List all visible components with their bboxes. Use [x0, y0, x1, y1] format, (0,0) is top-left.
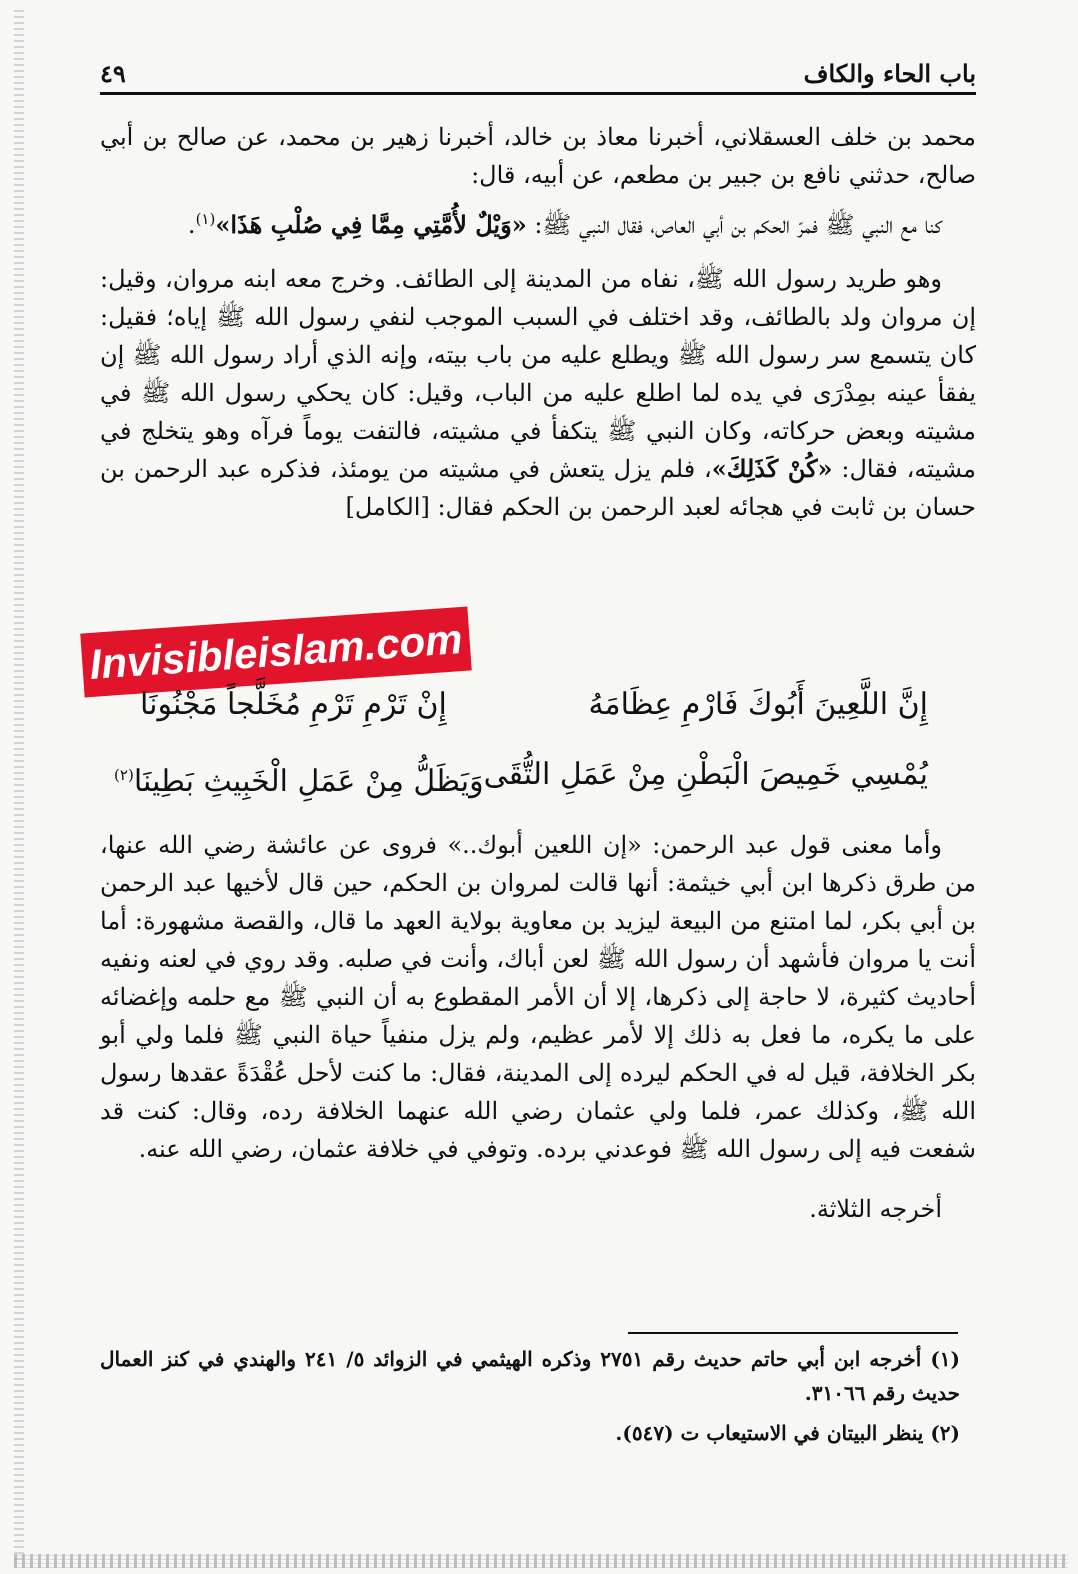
- paragraph-4: وأما معنى قول عبد الرحمن: «إن اللعين أبوك..» فروى عن عائشة رضي الله عنها، من طرق ذكرها ابن أبي خيثمة: أنها قالت لمروان بن الحكم، حين قال لأخيها عبد الرحمن بن أبي بكر، لما امتنع من البيعة ليزيد بن معاوية بولاية العهد ما قال، والقصة مشهورة: أما أنت يا مروان فأشهد أن رسول الله ﷺ لعن أباك، وأنت في صلبه. وقد روي في لعنه ونفيه أحاديث كثيرة، لا حاجة إلى ذكرها، إلا أن الأمر المقطوع به أن النبي ﷺ مع حلمه وإغضائه على ما يكره، ما فعل به ذلك إلا لأمر عظيم، ولم يزل منفياً حياة النبي ﷺ فلما ولي أبو بكر الخلافة، قيل له في الحكم ليرده إلى المدينة، فقال: ما كنت لأحل عُقْدَةً عقدها رسول الله ﷺ، وكذلك عمر، فلما ولي عثمان رضي الله عنهما الخلافة رده، وقال: كنت قد شفعت فيه إلى رسول الله ﷺ فوعدني برده. وتوفي في خلافة عثمان، رضي الله عنه.: [100, 831, 976, 1163]
- verse-line-1: [140, 682, 928, 728]
- left-page-edge: [14, 10, 24, 1560]
- chapter-title: باب الحاء والكاف: [803, 59, 976, 88]
- page-number: ٤٩: [100, 59, 126, 88]
- verse-2-first-hemistich: يُمْسِي خَمِيصَ الْبَطْنِ مِنْ عَمَلِ التُّقَى: [483, 757, 928, 792]
- hadith-intro: كنا مع النبي ﷺ فمرّ الحكم بن أبي العاص، فقال النبي ﷺ:: [534, 211, 942, 239]
- paragraph-1: محمد بن خلف العسقلاني، أخبرنا معاذ بن خالد، أخبرنا زهير بن محمد، عن صالح بن أبي صالح، حدثني نافع بن جبير بن مطعم، عن أبيه، قال:: [100, 123, 976, 189]
- footnote-1: (١) أخرجه ابن أبي حاتم حديث رقم ٢٧٥١ وذكره الهيثمي في الزوائد ٥/ ٢٤١ والهندي في كنز العمال حديث رقم ٣١٠٦٦.: [100, 1347, 960, 1405]
- hadith-text: «وَيْلٌ لأُمَّتِي مِمَّا فِي صُلْبِ هَذَا»: [215, 210, 527, 239]
- page-header: [100, 58, 976, 95]
- paragraph-3: [100, 260, 976, 526]
- verse-1-first-hemistich: إِنَّ اللَّعِينَ أَبُوكَ فَارْمِ عِظَامَهُ: [588, 687, 928, 722]
- paragraph-5: أخرجه الثلاثة.: [809, 1195, 942, 1223]
- paragraph-3-end: ، فلم يزل يتعش في مشيته من يومئذ، فذكره عبد الرحمن بن حسان بن ثابت في هجائه لعبد الرحمن بن الحكم فقال: [الكامل]: [100, 455, 976, 521]
- footnotes: [100, 1342, 960, 1450]
- watermark-banner: Invisibleislam.com: [82, 609, 469, 696]
- body-text-bottom: [100, 826, 976, 1228]
- footnote-ref-1: (١): [195, 210, 216, 228]
- quote-kun-kadhalik: «كُنْ كَذَلِكَ»: [711, 454, 833, 483]
- footnote-2: (٢) ينظر البيتان في الاستيعاب ت (٥٤٧).: [615, 1421, 960, 1445]
- footnote-ref-2: (٢): [114, 766, 134, 784]
- verse-2-second-hemistich: وَيَظَلُّ مِنْ عَمَلِ الْخَبِيثِ بَطِينَا: [133, 764, 484, 799]
- verse-2-second-wrap: [114, 752, 484, 798]
- verse-1-second-hemistich: إِنْ تَرْمِ تَرْمِ مُخَلَّجاً مَجْنُونَا: [140, 687, 447, 722]
- bottom-ornament-border: [14, 1554, 1068, 1568]
- verse-line-2: [114, 752, 928, 799]
- footnote-separator: [628, 1332, 958, 1334]
- paragraph-2: كنا مع النبي ﷺ فمرّ الحكم بن أبي العاص، فقال النبي ﷺ: «وَيْلٌ لأُمَّتِي مِمَّا فِي صُلْبِ هَذَا»$^{(١)}$.: [187, 210, 942, 239]
- paragraph-3-body: وهو طريد رسول الله ﷺ، نفاه من المدينة إلى الطائف. وخرج معه ابنه مروان، وقيل: إن مروان ولد بالطائف، وقد اختلف في السبب الموجب لنفي رسول الله ﷺ إياه؛ فقيل: كان يتسمع سر رسول الله ﷺ ويطلع عليه من باب بيته، وإنه الذي أراد رسول الله ﷺ إن يفقأ عينه بمِدْرَى في يده لما اطلع عليه من الباب، وقيل: كان يحكي رسول الله ﷺ في مشيته وبعض حركاته، وكان النبي ﷺ يتكفأ في مشيته، فالتفت يوماً فرآه وهو يتخلج في مشيته، فقال:: [100, 265, 976, 483]
- body-text-top: [100, 118, 976, 526]
